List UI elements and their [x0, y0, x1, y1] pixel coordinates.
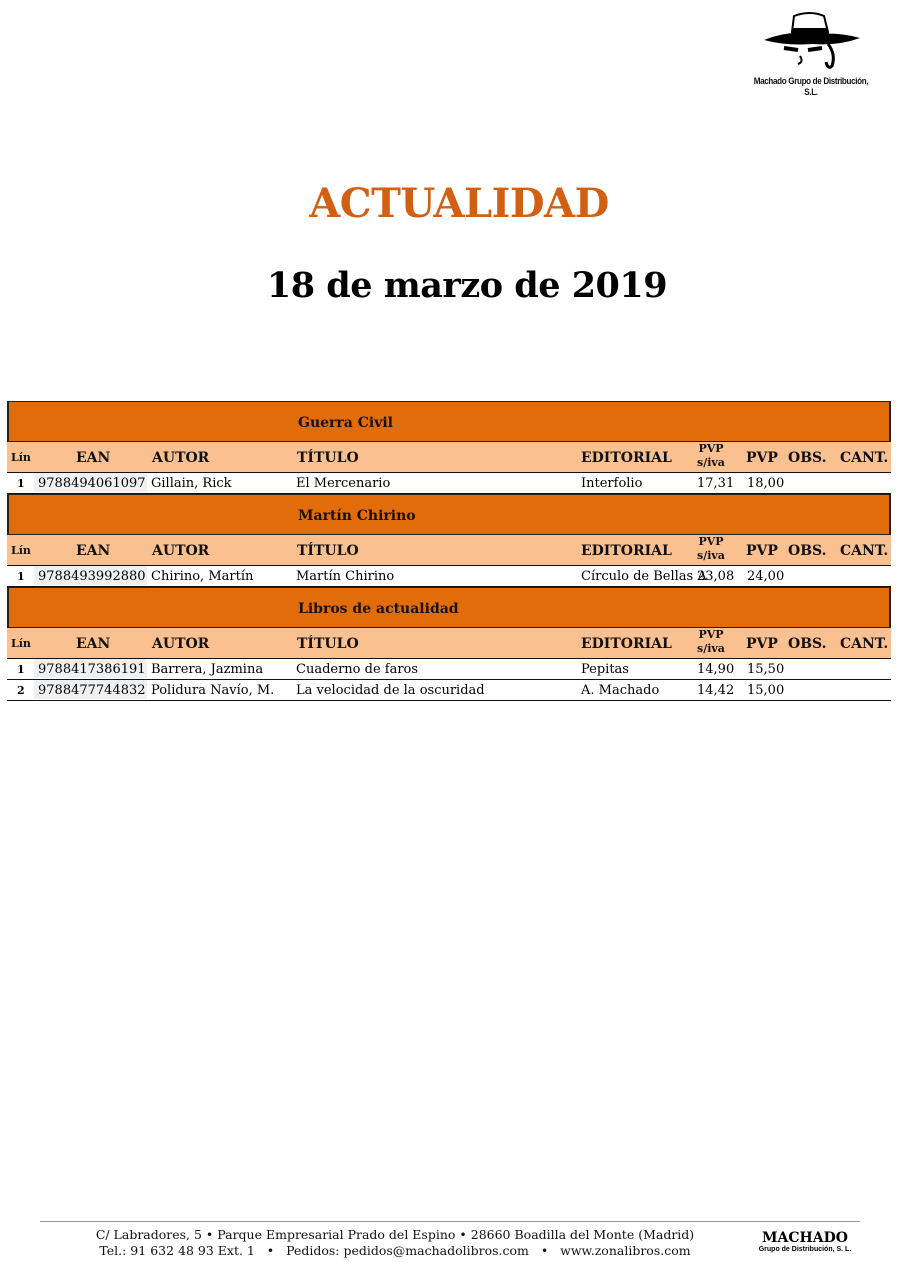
col-pvp-siva-line2: s/iva — [697, 549, 725, 562]
col-ean: EAN — [76, 636, 111, 652]
footer-brand-name: MACHADO — [762, 1230, 848, 1246]
section-header — [7, 401, 891, 442]
column-header-row — [7, 535, 891, 566]
col-editorial: EDITORIAL — [581, 543, 672, 559]
section-title: Martín Chirino — [298, 508, 416, 524]
col-pvp: PVP — [746, 543, 778, 559]
cell-autor: Barrera, Jazmina — [151, 662, 264, 677]
footer-divider — [40, 1221, 860, 1222]
cell-lin: 1 — [17, 663, 25, 676]
cell-pvp: 24,00 — [747, 569, 785, 584]
cell-pvp: 18,00 — [747, 476, 785, 491]
catalog-table — [7, 401, 891, 701]
col-pvp-siva-line1: PVP — [698, 628, 724, 641]
table-row — [7, 659, 891, 680]
col-pvp-siva — [695, 628, 727, 656]
col-editorial: EDITORIAL — [581, 450, 672, 466]
cell-pvp-siva: 17,31 — [697, 476, 735, 491]
col-autor: AUTOR — [152, 450, 210, 466]
col-ean: EAN — [76, 450, 111, 466]
column-header-row — [7, 628, 891, 659]
col-pvp-siva-line1: PVP — [698, 535, 724, 548]
col-ean: EAN — [76, 543, 111, 559]
col-lin: Lín — [11, 544, 31, 557]
cell-pvp: 15,00 — [747, 683, 785, 698]
footer-address: C/ Labradores, 5 • Parque Empresarial Prado del Espino • 28660 Boadilla del Monte (Madrid) — [95, 1227, 695, 1242]
footer-contact: Tel.: 91 632 48 93 Ext. 1 • Pedidos: pedidos@machadolibros.com • www.zonalibros.com — [99, 1243, 691, 1258]
cell-lin: 1 — [17, 570, 25, 583]
footer-address-block — [85, 1227, 705, 1259]
section-header — [7, 494, 891, 535]
cell-ean: 9788477744832 — [34, 680, 147, 699]
cell-autor: Polidura Navío, M. — [151, 683, 275, 698]
cell-pvp-siva: 14,42 — [697, 683, 735, 698]
cell-lin: 2 — [17, 684, 25, 697]
col-editorial: EDITORIAL — [581, 636, 672, 652]
man-with-hat-icon — [758, 10, 864, 76]
cell-editorial: A. Machado — [581, 683, 660, 698]
cell-ean: 9788417386191 — [34, 659, 147, 678]
footer-brand — [750, 1230, 860, 1253]
cell-editorial: Pepitas — [581, 662, 629, 677]
col-lin: Lín — [11, 451, 31, 464]
cell-pvp: 15,50 — [747, 662, 785, 677]
section-title: Guerra Civil — [298, 415, 393, 431]
cell-pvp-siva: 23,08 — [697, 569, 735, 584]
col-cant: CANT. — [840, 450, 889, 466]
col-pvp-siva — [695, 442, 727, 470]
table-row — [7, 566, 891, 587]
col-cant: CANT. — [840, 636, 889, 652]
col-pvp-siva-line2: s/iva — [697, 456, 725, 469]
section-title: Libros de actualidad — [298, 601, 459, 617]
cell-titulo: Cuaderno de faros — [296, 662, 419, 677]
col-pvp-siva-line1: PVP — [698, 442, 724, 455]
col-pvp: PVP — [746, 450, 778, 466]
cell-editorial: Círculo de Bellas A — [581, 569, 707, 584]
col-titulo: TÍTULO — [297, 450, 359, 466]
col-cant: CANT. — [840, 543, 889, 559]
col-obs: OBS. — [788, 636, 827, 652]
cell-editorial: Interfolio — [581, 476, 643, 491]
col-titulo: TÍTULO — [297, 543, 359, 559]
cell-titulo: El Mercenario — [296, 476, 391, 491]
cell-titulo: La velocidad de la oscuridad — [296, 683, 485, 698]
col-pvp-siva-line2: s/iva — [697, 642, 725, 655]
col-pvp-siva — [695, 535, 727, 563]
col-obs: OBS. — [788, 450, 827, 466]
col-autor: AUTOR — [152, 636, 210, 652]
footer-brand-sub: Grupo de Distribución, S. L. — [758, 1246, 852, 1253]
col-lin: Lín — [11, 637, 31, 650]
page-title: ACTUALIDAD — [309, 180, 609, 227]
col-titulo: TÍTULO — [297, 636, 359, 652]
col-obs: OBS. — [788, 543, 827, 559]
column-header-row — [7, 442, 891, 473]
cell-ean: 9788493992880 — [34, 566, 147, 585]
section-header — [7, 587, 891, 628]
cell-titulo: Martín Chirino — [296, 569, 395, 584]
cell-pvp-siva: 14,90 — [697, 662, 735, 677]
logo-text: Machado Grupo de Distribución, S.L. — [753, 76, 869, 98]
company-logo — [736, 10, 886, 98]
col-pvp: PVP — [746, 636, 778, 652]
col-autor: AUTOR — [152, 543, 210, 559]
cell-lin: 1 — [17, 477, 25, 490]
catalog-date: 18 de marzo de 2019 — [266, 265, 668, 306]
cell-autor: Gillain, Rick — [151, 476, 232, 491]
cell-autor: Chirino, Martín — [151, 569, 254, 584]
table-row — [7, 473, 891, 494]
cell-ean: 9788494061097 — [34, 473, 147, 492]
table-row — [7, 680, 891, 701]
